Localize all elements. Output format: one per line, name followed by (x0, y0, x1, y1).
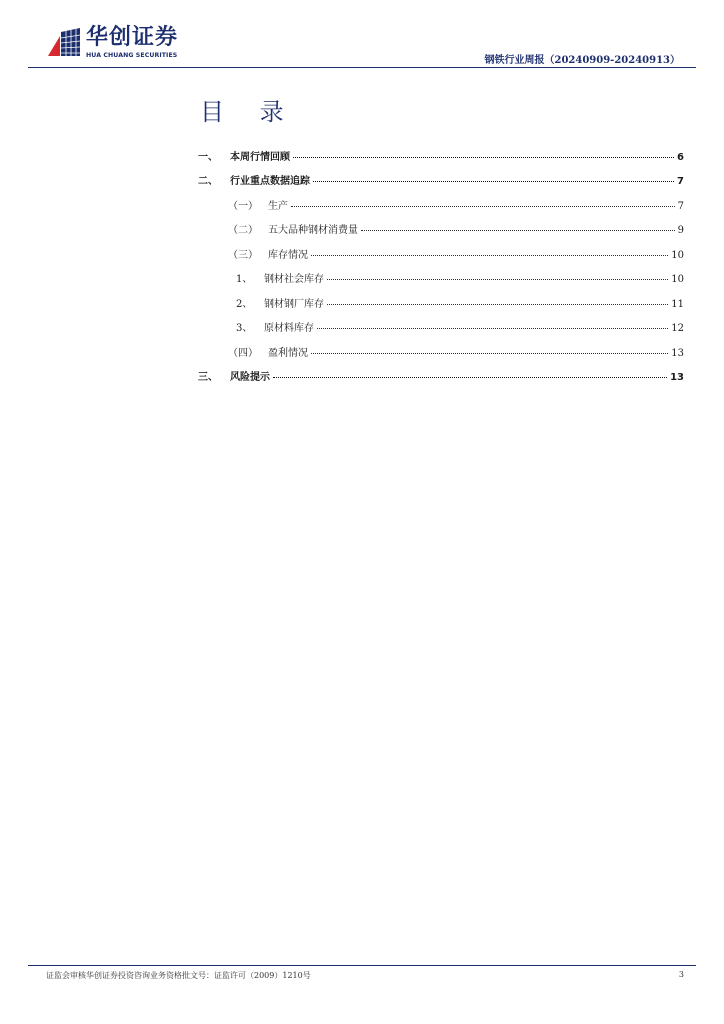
toc-entry[interactable] (236, 298, 684, 312)
footer-disclaimer: 证监会审核华创证券投资咨询业务资格批文号：证监许可（2009）1210号 (46, 971, 311, 980)
toc-dot-leader (313, 180, 674, 182)
toc-entry-page: 10 (671, 274, 684, 285)
toc-entry[interactable] (198, 175, 684, 189)
toc-dot-leader (273, 376, 667, 378)
toc-title: 目 录 (200, 98, 298, 126)
toc-entry[interactable] (236, 273, 684, 287)
toc-entry-label: 盈利情况 (268, 348, 308, 359)
toc-entry-number: 二、 (198, 176, 218, 187)
toc-entry-number: （二） (228, 225, 258, 236)
logo-chinese-name: 华创证券 (86, 25, 179, 50)
toc-entry-label: 原材料库存 (264, 323, 314, 334)
toc-entry-label: 钢材社会库存 (264, 274, 324, 285)
toc-entry-page: 7 (677, 201, 684, 212)
report-title: 钢铁行业周报（20240909-20240913） (484, 55, 680, 66)
toc-entry[interactable] (198, 151, 684, 165)
toc-entry-page: 11 (671, 299, 684, 310)
toc-dot-leader (361, 229, 675, 231)
toc-entry-label: 本周行情回顾 (230, 152, 290, 163)
toc-entry-number: 1、 (236, 274, 253, 285)
toc-entry-label: 风险提示 (230, 372, 270, 383)
toc-entry[interactable] (228, 249, 684, 263)
logo-mark-icon (46, 26, 82, 60)
toc-entry[interactable] (228, 224, 684, 238)
toc-dot-leader (327, 303, 668, 305)
toc-dot-leader (311, 254, 668, 256)
toc-entry[interactable] (228, 200, 684, 214)
toc-dot-leader (327, 278, 668, 280)
toc-entry-number: 一、 (198, 152, 218, 163)
toc-entry-number: （三） (228, 250, 258, 261)
toc-entry-page: 13 (670, 372, 684, 383)
toc-dot-leader (291, 205, 675, 207)
toc-entry-number: （四） (228, 348, 258, 359)
footer-divider (28, 965, 696, 966)
toc-entry[interactable] (198, 371, 684, 385)
page-number: 3 (678, 970, 684, 979)
toc-entry-number: （一） (228, 201, 258, 212)
toc-dot-leader (311, 352, 668, 354)
toc-entry-page: 9 (677, 225, 684, 236)
toc-entry-page: 7 (677, 176, 684, 187)
toc-entry[interactable] (236, 322, 684, 336)
page-header (0, 0, 724, 70)
toc-dot-leader (317, 327, 668, 329)
toc-entry-label: 行业重点数据追踪 (230, 176, 310, 187)
toc-entry-number: 三、 (198, 372, 218, 383)
logo-english-name: HUA CHUANG SECURITIES (86, 52, 178, 59)
toc-entry-label: 生产 (268, 201, 288, 212)
header-divider (28, 67, 696, 68)
toc-entry-page: 6 (677, 152, 684, 163)
toc-entry-label: 钢材钢厂库存 (264, 299, 324, 310)
toc-entry[interactable] (228, 347, 684, 361)
toc-dot-leader (293, 156, 674, 158)
toc-entry-page: 10 (671, 250, 684, 261)
toc-entry-label: 库存情况 (268, 250, 308, 261)
toc-entry-number: 3、 (236, 323, 253, 334)
toc-entry-page: 13 (671, 348, 684, 359)
toc-entry-number: 2、 (236, 299, 253, 310)
company-logo (46, 24, 196, 64)
toc-entry-label: 五大品种钢材消费量 (268, 225, 358, 236)
toc-entry-page: 12 (671, 323, 684, 334)
